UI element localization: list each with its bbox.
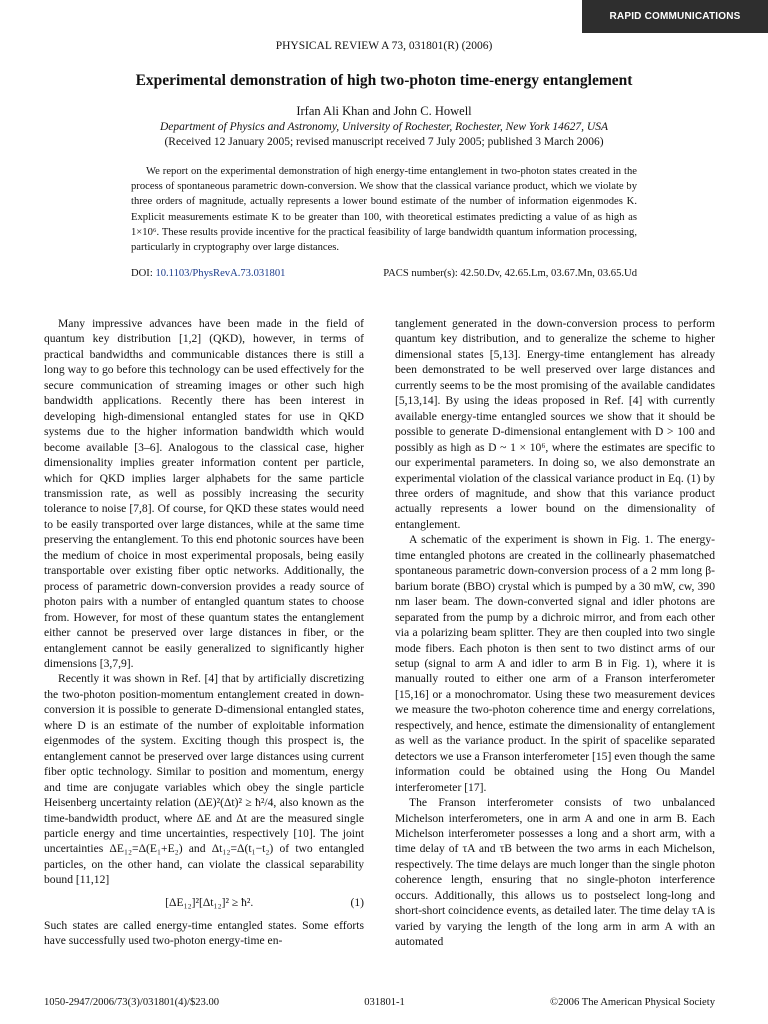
footer-code: 1050-2947/2006/73(3)/031801(4)/$23.00 — [44, 997, 220, 1008]
doi-link[interactable]: 10.1103/PhysRevA.73.031801 — [155, 268, 286, 279]
body-paragraph: A schematic of the experiment is shown in Fig. 1. The energy-time entangled photons are created in the collinearly phasematched spontaneous parametric down-conversion process of a 2 mm long β-barium borate (BBO) crystal which is pumped by a 30 mW, cw, 390 nm laser beam. The down-converted signal and idler photons are separated from the pump by a dichroic mirror, and from each other via a polarizing beam splitter. They are then coupled into two single mode fibers. Each photon is then sent to two distinct arms of our setup (signal to arm A and idler to arm B in Fig. 1), where it is manually routed to either one arm of a Franson interferometer [15,16] or a monochromator. Using these two measurement devices we measure the two-photon coherence time and energy correlations, respectively, and hence, estimate the dimensionality of entanglement as well as the variance product. In the spirit of spacelike separated detectors we use a Franson interferometer [15] even though the same information could be obtained using the Hong Ou Mandel interferometer [17]. — [395, 533, 715, 794]
doi-label: DOI: — [131, 268, 153, 279]
body-paragraph: Many impressive advances have been made in the field of quantum key distribution [1,2] (QKD), however, in terms of practical bandwidths and communicable distances there is still a long way to go before this technology can be used effectively for the secure communication of streaming images or other such high bandwidth applications. Recently there has been interest in developing high-dimensional entangled states for use in QKD systems due to the higher information bandwidth which would become available [3–6]. Analogous to the classical case, higher dimensionality implies greater information content per particle, which for QKD implies larger alphabets for the same particle transmission rate, as well as possibly increasing the security tolerance to noise [7,8]. Of course, for QKD these states would need to be easily transported over large distances, while at the same time preserving the entanglement. To this end photonic sources have been the medium of choice in most experimental proposals, being easily transportable over existing fiber optic networks. Additionally, the process of parametric down-conversion provides a ready source of photon pairs with a number of entangled quantum states to choose from. However, for most of these quantum states the entanglement either cannot be preserved over large distances in fiber, or the entanglement cannot be easily generalized to significantly higher dimensions [3,7,9]. — [44, 317, 364, 670]
doi — [131, 268, 285, 279]
copyright: ©2006 The American Physical Society — [550, 997, 715, 1008]
equation-1 — [44, 894, 364, 912]
page-number: 031801-1 — [364, 997, 405, 1008]
equation-number: (1) — [350, 896, 364, 910]
body-paragraph: The Franson interferometer consists of two unbalanced Michelson interferometers, one in arm A and one in arm B. Each Michelson interferometer possesses a long and a short arm, with a time delay of τA and τB between the two arms in each Michelson, respectively. The time delays are much longer than the single photon coherence length, ensuring that no single-photon interference occurs. Additionally, this allows us to postselect long-long and short-short coincidence events, as detailed later. The time delay τA is varied by varying the length of the long arm in arm A with an automated — [395, 796, 715, 949]
author-affiliation: Department of Physics and Astronomy, University of Rochester, Rochester, New York 14627, USA — [159, 121, 609, 133]
author-list: Irfan Ali Khan and John C. Howell — [296, 104, 472, 118]
journal-citation: PHYSICAL REVIEW A 73, 031801(R) (2006) — [275, 40, 493, 52]
body-paragraph: Recently it was shown in Ref. [4] that by artificially discretizing the two-photon position-momentum entanglement created in down-conversion it is possible to generate D-dimensional entangled states, where D is an estimate of the number of exploitable information eigenmodes of the system. Exciting though this prospect is, the entanglement cannot be preserved over large distances using current fiber optic technology. Similar to position and momentum, energy and time are conjugate variables which obey the single particle Heisenberg uncertainty relation (ΔE)²(Δt)² ≥ ħ²/4, also known as the time-bandwidth product, where ΔE and Δt are the measured single particle energy and time uncertainties, respectively [10]. The joint uncertainties ΔE₁₂=Δ(E₁+E₂) and Δt₁₂=Δ(t₁−t₂) of two entangled particles, on the other hand, can violate the classical separability bound [11,12] — [44, 672, 364, 887]
article-metadata — [131, 268, 637, 279]
received-dates: (Received 12 January 2005; revised manuscript received 7 July 2005; published 3 March 2006) — [164, 136, 604, 148]
right-column — [395, 316, 715, 950]
equation-expression: [ΔE₁₂]²[Δt₁₂]² ≥ ħ². — [165, 896, 254, 910]
abstract: We report on the experimental demonstration of high energy-time entanglement in two-photon states created in the process of spontaneous parametric down-conversion. We show that the classical variance product, which we violate by three orders of magnitude, actually represents a lower bound estimate of the number of information eigenmodes K. Explicit measurements estimate K to be greater than 100, with theoretical estimates predicting a value of as high as 1×10⁶. These results provide incentive for the practical feasibility of large bandwidth quantum information processing, particularly in cryptography over large distances. — [131, 166, 637, 254]
pacs-numbers: PACS number(s): 42.50.Dv, 42.65.Lm, 03.67.Mn, 03.65.Ud — [383, 268, 637, 279]
rapid-communications-badge: RAPID COMMUNICATIONS — [582, 0, 768, 33]
body-paragraph: Such states are called energy-time entangled states. Some efforts have successfully used two-photon energy-time en- — [44, 918, 364, 948]
article-title: Experimental demonstration of high two-photon time-energy entanglement — [135, 72, 633, 89]
left-column — [44, 316, 364, 949]
body-paragraph: tanglement generated in the down-conversion process to perform quantum key distribution, and to generalize the scheme to higher dimensional states [5,13]. Energy-time entanglement has already been demonstrated to be well preserved over large distances and currently seems to be the most promising of the available candidates [5,13,14]. By using the ideas proposed in Ref. [4] with currently available energy-time entangled sources we show that it should be possible to generate D-dimensional entanglement with D > 100 and possibly as high as D ~ 1 × 10⁶, where the estimates are specific to our experimental parameters. In doing so, we also demonstrate an experimental violation of the classical variance product in Eq. (1) by three orders of magnitude, and show that this variance product actually represents a lower bound on the dimensionality of entanglement. — [395, 317, 715, 531]
page-footer — [44, 997, 715, 1008]
